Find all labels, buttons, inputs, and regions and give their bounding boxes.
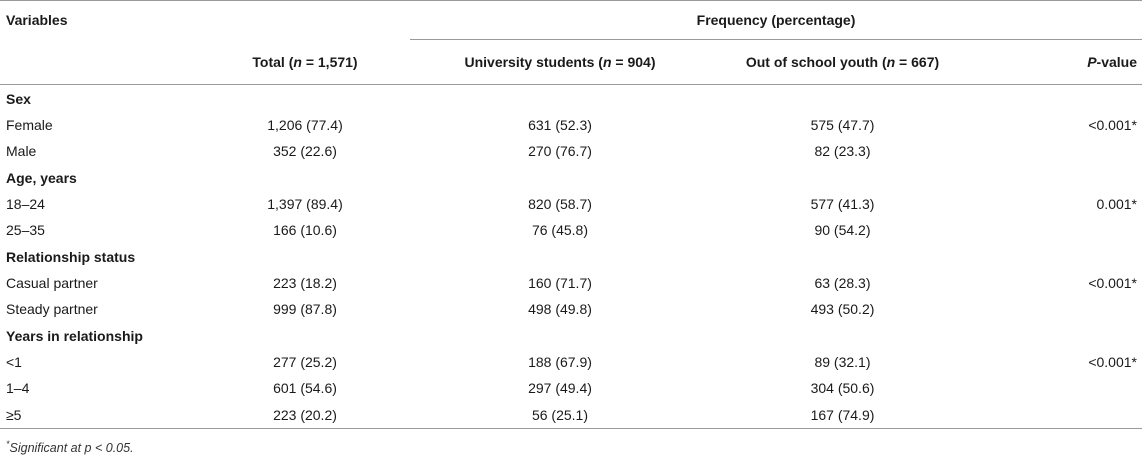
footnote: *Significant at p < 0.05.	[6, 439, 134, 456]
row-label: ≥5	[0, 401, 200, 429]
total-cell: 223 (18.2)	[273, 275, 337, 291]
out-of-school-cell: 167 (74.9)	[710, 401, 975, 429]
total-cell: 1,206 (77.4)	[267, 117, 343, 133]
header-row-columns	[0, 40, 1142, 85]
university-cell: 297 (49.4)	[528, 380, 592, 396]
row-label: 18–24	[6, 196, 45, 212]
total-cell: 999 (87.8)	[273, 301, 337, 317]
university-cell: 188 (67.9)	[528, 354, 592, 370]
university-header: University students (n = 904)	[410, 40, 710, 85]
table-row	[0, 191, 1142, 217]
university-cell: 160 (71.7)	[528, 275, 592, 291]
p-value-cell	[975, 138, 1142, 164]
p-value-cell	[975, 296, 1142, 322]
section-title: Sex	[6, 90, 31, 107]
row-label: Casual partner	[6, 275, 98, 291]
university-cell: 631 (52.3)	[528, 117, 592, 133]
p-value-cell: <0.001*	[1088, 117, 1137, 133]
section-row	[0, 85, 1142, 113]
out-of-school-cell: 575 (47.7)	[810, 117, 875, 133]
out-of-school-cell: 90 (54.2)	[814, 222, 871, 238]
table-row	[0, 217, 1142, 243]
total-header: Total (n = 1,571)	[200, 40, 410, 85]
total-cell: 277 (25.2)	[273, 354, 337, 370]
p-value-cell: <0.001*	[1088, 354, 1137, 370]
table-row	[0, 138, 1142, 164]
p-value-cell	[975, 375, 1142, 401]
section-row	[0, 243, 1142, 270]
header-row-top	[0, 1, 1142, 40]
row-label: Steady partner	[6, 301, 98, 317]
section-title: Years in relationship	[6, 327, 143, 344]
section-row	[0, 322, 1142, 349]
table-row	[0, 375, 1142, 401]
p-value-cell: <0.001*	[1088, 275, 1137, 291]
total-cell: 601 (54.6)	[273, 380, 337, 396]
total-cell: 352 (22.6)	[273, 143, 337, 159]
table-row	[0, 401, 1142, 429]
out-of-school-cell: 89 (32.1)	[814, 354, 871, 370]
university-cell: 270 (76.7)	[528, 143, 592, 159]
out-of-school-header: Out of school youth (n = 667)	[710, 40, 975, 85]
out-of-school-cell: 63 (28.3)	[814, 275, 871, 291]
out-of-school-cell: 304 (50.6)	[810, 380, 875, 396]
university-cell: 76 (45.8)	[531, 222, 589, 238]
p-value-cell	[975, 401, 1142, 429]
variables-header: Variables	[0, 1, 200, 40]
table-row	[0, 296, 1142, 322]
table-body	[0, 85, 1142, 429]
university-cell: 498 (49.8)	[528, 301, 592, 317]
table-row	[0, 112, 1142, 138]
section-title: Age, years	[6, 169, 77, 186]
p-value-cell	[975, 217, 1142, 243]
total-cell: 1,397 (89.4)	[267, 196, 343, 212]
row-label: <1	[6, 354, 22, 370]
table-row	[0, 349, 1142, 375]
university-cell: 820 (58.7)	[528, 196, 592, 212]
row-label: Male	[6, 143, 37, 159]
table-row	[0, 270, 1142, 296]
total-cell: 166 (10.6)	[273, 222, 337, 238]
section-title: Relationship status	[6, 248, 136, 265]
total-cell: 223 (20.2)	[200, 401, 410, 429]
p-value-header: P-value	[975, 40, 1142, 85]
out-of-school-cell: 577 (41.3)	[810, 196, 875, 212]
row-label: Female	[6, 117, 53, 133]
university-cell: 56 (25.1)	[410, 401, 710, 429]
section-row	[0, 164, 1142, 191]
out-of-school-cell: 493 (50.2)	[810, 301, 875, 317]
frequency-header: Frequency (percentage)	[410, 1, 1142, 40]
row-label: 1–4	[6, 380, 30, 396]
p-value-cell: 0.001*	[1096, 196, 1137, 212]
row-label: 25–35	[6, 222, 45, 238]
out-of-school-cell: 82 (23.3)	[814, 143, 871, 159]
